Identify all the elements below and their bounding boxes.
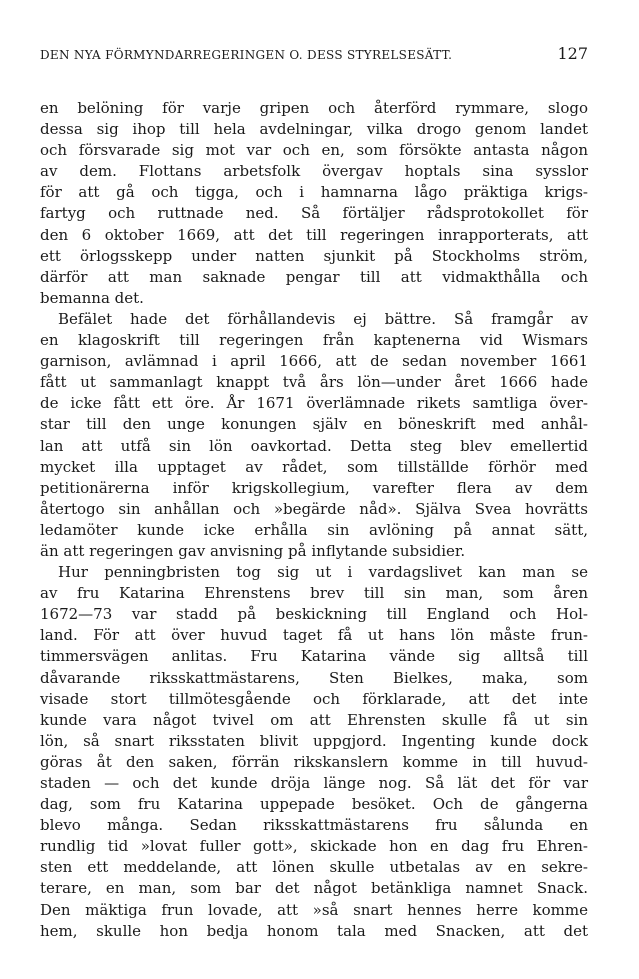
- page-number: 127: [557, 44, 588, 63]
- paragraph: [40, 562, 588, 942]
- text-line: ett örlogsskepp under natten sjunkit på Stockholms ström,: [40, 246, 588, 265]
- paragraph: [40, 309, 588, 562]
- text-line: en belöning för varje gripen och återförd rymmare, slogo: [40, 99, 588, 117]
- text-line: fått ut sammanlagt knappt två års lön—under året 1666 hade: [40, 373, 588, 392]
- text-line: dåvarande riksskattmästarens, Sten Bielkes, maka, som: [40, 668, 588, 687]
- book-page: [40, 44, 588, 942]
- text-line: ledamöter kunde icke erhålla sin avlöning på annat sätt,: [40, 520, 588, 539]
- text-line: kunde vara något tvivel om att Ehrensten skulle få ut sin: [40, 710, 588, 729]
- text-line: 1672—73 var stadd på beskickning till England och Hol-: [40, 605, 588, 624]
- text-line: star till den unge konungen själv en böneskrift med anhål-: [40, 415, 588, 434]
- text-line: och försvarade sig mot var och en, som försökte antasta någon: [40, 141, 588, 160]
- text-line: petitionärerna inför krigskollegium, varefter flera av dem: [40, 478, 588, 497]
- text-line: Den mäktiga frun lovade, att »så snart hennes herre komme: [40, 900, 588, 919]
- running-head: [40, 44, 588, 74]
- text-line: hem, skulle hon bedja honom tala med Snacken, att det: [40, 921, 588, 940]
- text-line: de icke fått ett öre. År 1671 överlämnade rikets samtliga över-: [40, 394, 588, 413]
- text-line: Befälet hade det förhållandevis ej bättre. Så framgår av: [58, 309, 588, 328]
- text-line: dag, som fru Katarina uppepade besöket. Och de gångerna: [40, 795, 588, 814]
- text-line: fartyg och ruttnade ned. Så förtäljer rådsprotokollet för: [40, 204, 588, 223]
- text-line: Hur penningbristen tog sig ut i vardagslivet kan man se: [58, 563, 588, 582]
- text-line: bemanna det.: [40, 288, 144, 307]
- text-line: göras åt den saken, förrän rikskanslern komme in till huvud-: [40, 752, 588, 771]
- text-line: terare, en man, som bar det något betänkliga namnet Snack.: [40, 879, 588, 898]
- text-line: av dem. Flottans arbetsfolk övergav hoptals sina sysslor: [40, 162, 588, 181]
- text-line: garnison, avlämnad i april 1666, att de sedan november 1661: [40, 352, 588, 371]
- text-line: dessa sig ihop till hela avdelningar, vilka drogo genom landet: [40, 120, 588, 139]
- text-line: visade stort tillmötesgående och förklarade, att det inte: [40, 689, 588, 708]
- text-line: lan att utfå sin lön oavkortad. Detta steg blev emellertid: [40, 436, 588, 455]
- text-line: timmersvägen anlitas. Fru Katarina vände sig alltså till: [40, 647, 588, 666]
- text-line: lön, så snart riksstaten blivit uppgjord. Ingenting kunde dock: [40, 731, 588, 750]
- text-line: återtogo sin anhållan och »begärde nåd». Själva Svea hovrätts: [40, 499, 588, 518]
- paragraph: [40, 98, 588, 309]
- running-title: DEN NYA FÖRMYNDARREGERINGEN O. DESS STYRELSESÄTT.: [40, 48, 453, 62]
- text-line: rundlig tid »lovat fuller gott», skickade hon en dag fru Ehren-: [40, 837, 588, 856]
- text-line: en klagoskrift till regeringen från kaptenerna vid Wismars: [40, 331, 588, 350]
- text-line: den 6 oktober 1669, att det till regeringen inrapporterats, att: [40, 225, 588, 244]
- body-text: [40, 98, 588, 942]
- text-line: än att regeringen gav anvisning på inflytande subsidier.: [40, 541, 466, 560]
- text-line: blevo många. Sedan riksskattmästarens fru sålunda en: [40, 816, 588, 835]
- text-line: staden — och det kunde dröja länge nog. Så lät det för var: [40, 774, 588, 792]
- text-line: av fru Katarina Ehrenstens brev till sin man, som åren: [40, 584, 588, 603]
- text-line: mycket illa upptaget av rådet, som tillställde förhör med: [40, 457, 588, 476]
- text-line: sten ett meddelande, att lönen skulle utbetalas av en sekre-: [40, 858, 588, 877]
- text-line: för att gå och tigga, och i hamnarna lågo präktiga krigs-: [40, 183, 588, 202]
- text-line: därför att man saknade pengar till att vidmakthålla och: [40, 267, 588, 286]
- text-line: land. För att över huvud taget få ut hans lön måste frun-: [40, 626, 588, 645]
